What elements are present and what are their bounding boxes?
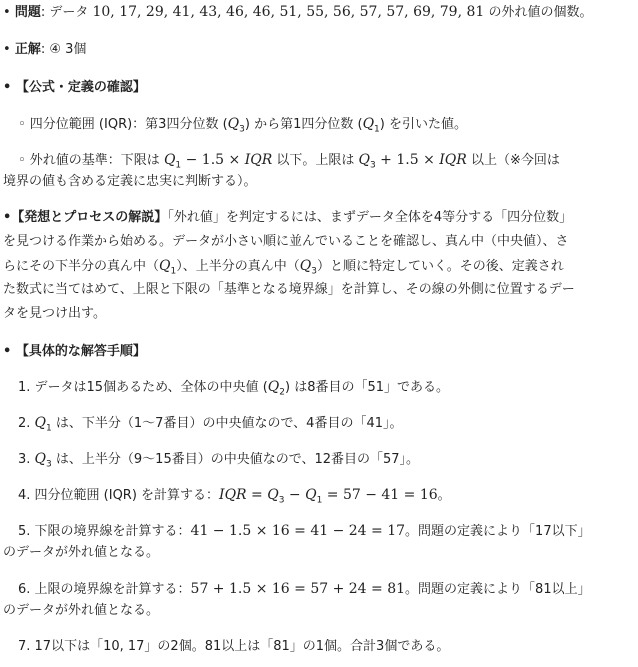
step-text: 。問題の定義により「17以下」	[405, 524, 591, 539]
step-text: 6. 上限の境界線を計算する：	[18, 582, 191, 597]
q3-subscript: 3	[370, 160, 376, 171]
step-6	[18, 579, 591, 600]
q3-subscript: 3	[311, 266, 317, 277]
problem-suffix: の外れ値の個数。	[484, 5, 593, 20]
bullet: •	[3, 42, 11, 57]
q1-subscript: 1	[170, 266, 177, 277]
step-text: 5. 下限の境界線を計算する：	[18, 524, 191, 539]
q2-symbol: Q	[267, 379, 280, 395]
process-line-1	[3, 208, 572, 228]
iqr-symbol: IQR	[244, 152, 273, 168]
upper-bound-calculation: 57 + 1.5 × 16 = 57 + 24 = 81	[190, 581, 406, 597]
q1-symbol: Q	[159, 258, 171, 274]
outlier-text: ◦ 外れ値の基準：下限は	[18, 153, 164, 168]
problem-label: 問題	[14, 5, 41, 20]
math-operator: −	[284, 487, 306, 503]
step-number: 2.	[18, 416, 35, 431]
answer-value: ④ 3個	[49, 42, 87, 57]
problem-line	[3, 2, 592, 23]
step-5-cont: のデータが外れ値となる。	[3, 545, 160, 560]
q1-symbol: Q	[305, 487, 317, 503]
q3-symbol: Q	[267, 487, 279, 503]
steps-heading: • 【具体的な解答手順】	[3, 344, 146, 359]
q3-subscript: 3	[278, 495, 285, 506]
q3-symbol: Q	[358, 152, 370, 168]
step-text: は、上半分（9〜15番目）の中央値なので、12番目の「57」。	[51, 452, 420, 467]
step-1	[18, 377, 449, 403]
q2-subscript: 2	[279, 387, 285, 398]
bullet: •	[3, 5, 11, 20]
step-number: 3.	[18, 452, 35, 467]
q3-subscript: 3	[46, 459, 52, 470]
separator: :	[40, 5, 50, 20]
iqr-text: ◦ 四分位範囲 (IQR)：第3四分位数 (	[18, 117, 228, 132]
step-text: 1. データは15個あるため、全体の中央値 (	[18, 380, 268, 395]
q1-subscript: 1	[46, 423, 52, 434]
step-text: 4. 四分位範囲 (IQR) を計算する：	[18, 488, 220, 503]
q1-symbol: Q	[362, 116, 375, 132]
q1-subscript: 1	[175, 160, 182, 171]
step-4	[18, 485, 451, 511]
q1-subscript: 1	[316, 495, 323, 506]
outlier-text: 以下。上限は	[272, 153, 359, 168]
process-line-4: た数式に当てはめて、上限と下限の「基準となる境界線」を計算し、その線の外側に位置するデー	[3, 282, 575, 297]
problem-prefix: データ	[49, 5, 93, 20]
q3-symbol: Q	[227, 116, 240, 132]
answer-label: 正解	[14, 42, 41, 57]
q1-subscript: 1	[374, 124, 380, 135]
iqr-text: ) を引いた値。	[379, 117, 467, 132]
step-text: ) は8番目の「51」である。	[284, 380, 450, 395]
answer-line	[3, 40, 86, 60]
step-text: 。問題の定義により「81以上」	[405, 582, 591, 597]
lower-bound-calculation: 41 − 1.5 × 16 = 41 − 24 = 17	[190, 523, 406, 539]
step-3	[18, 449, 419, 475]
outlier-criteria-cont: 境界の値も含める定義に忠実に判断する）。	[3, 174, 257, 189]
step-6-cont: のデータが外れ値となる。	[3, 603, 160, 618]
q3-symbol: Q	[299, 258, 312, 274]
math-operator: =	[246, 487, 268, 503]
step-text: 。	[437, 488, 451, 503]
step-7: 7. 17以下は「10, 17」の2個。81以上は「81」の1個。合計3個である。	[18, 639, 450, 654]
iqr-text: ) から第1四分位数 (	[244, 117, 363, 132]
q3-subscript: 3	[239, 124, 245, 135]
process-text: 「外れ値」を判定するには、まずデータ全体を4等分する「四分位数」	[167, 210, 573, 225]
problem-values: 10, 17, 29, 41, 43, 46, 46, 51, 55, 56, 57, 57, 69, 79, 81	[92, 4, 485, 20]
formula-heading: • 【公式・定義の確認】	[3, 80, 146, 95]
process-text: ）、上半分の真ん中（	[176, 259, 300, 274]
lower-formula: − 1.5 ×	[181, 152, 245, 168]
iqr-calculation: = 57 − 41 = 16	[322, 487, 438, 503]
process-line-5: タを見つけ出す。	[3, 306, 106, 321]
outlier-text: 以上（※今回は	[466, 153, 560, 168]
upper-formula: + 1.5 ×	[375, 152, 440, 168]
process-line-2: を見つける作業から始める。データが小さい順に並んでいることを確認し、真ん中（中央値）、さ	[3, 234, 569, 249]
step-5	[18, 521, 591, 542]
iqr-symbol: IQR	[439, 152, 467, 168]
q3-symbol: Q	[34, 451, 47, 467]
q1-symbol: Q	[34, 415, 47, 431]
iqr-symbol: IQR	[219, 487, 247, 503]
process-heading: •【発想とプロセスの解説】	[3, 210, 168, 225]
iqr-definition	[18, 114, 467, 140]
process-text: ）と順に特定していく。その後、定義され	[316, 259, 564, 274]
step-text: は、下半分（1〜7番目）の中央値なので、4番目の「41」。	[51, 416, 403, 431]
step-2	[18, 413, 403, 439]
separator: :	[40, 42, 50, 57]
process-line-3	[3, 256, 564, 282]
process-text: らにその下半分の真ん中（	[3, 259, 160, 274]
q1-symbol: Q	[163, 152, 176, 168]
